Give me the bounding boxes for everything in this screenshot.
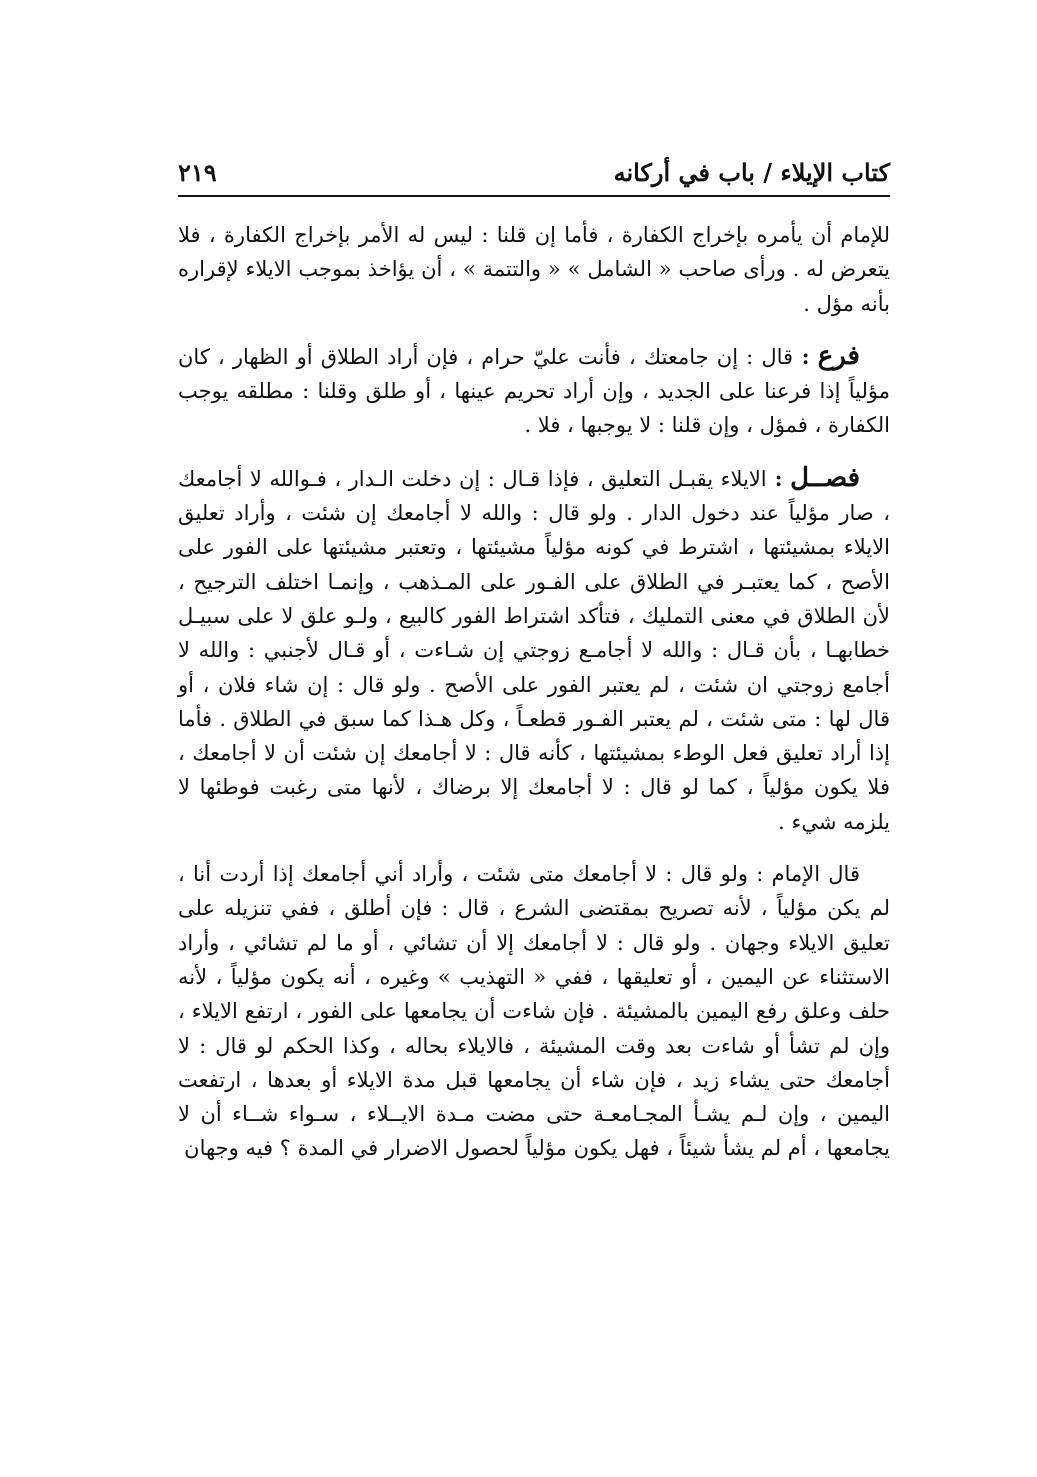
- lead-separator: :: [793, 343, 810, 369]
- paragraph-continuation: [178, 218, 890, 321]
- page-header: [178, 146, 890, 196]
- paragraph-text: قال : إن جامعتك ، فأنت عليّ حرام ، فإن أراد الطلاق أو الظهار ، كان مؤلياً إذا فرعنا على الجديد ، وإن أراد تحريم عينها ، أو طلق وقلنا : مطلقه يوجب الكفارة ، فمؤل ، وإن قلنا : لا يوجبها ، فلا .: [178, 344, 890, 438]
- page-body: [178, 218, 890, 1166]
- lead-separator: :: [766, 465, 783, 491]
- running-title: كتاب الإيلاء / باب في أركانه: [613, 158, 890, 187]
- paragraph-imam: [178, 857, 890, 1166]
- section-lead-far: فرع: [817, 340, 860, 371]
- paragraph-text: للإمام أن يأمره بإخراج الكفارة ، فأما إن قلنا : ليس له الأمر بإخراج الكفارة ، فلا يتعرض له . ورأى صاحب « الشامل » « والتتمة » ، أن يؤاخذ بموجب الايلاء لإقراره بأنه مؤل .: [178, 223, 890, 316]
- paragraph-far: [178, 339, 890, 443]
- paragraph-fasl: [178, 461, 890, 839]
- section-lead-fasl: فصــل: [790, 462, 860, 493]
- page-number: ٢١٩: [178, 158, 217, 187]
- paragraph-text: قال الإمام : ولو قال : لا أجامعك متى شئت ، وأراد أني أجامعك إذا أردت أنا ، لم يكن مؤلياً ، لأنه تصريح بمقتضى الشرع ، قال : فإن أطلق ، ففي تنزيله على تعليق الايلاء وجهان . ولو قال : لا أجامعك إلا أن تشائي ، أو ما لم تشائي ، وأراد الاستثناء عن اليمين ، أو تعليقها ، ففي « التهذيب » وغيره ، أنه يكون مؤلياً ، لأنه حلف وعلق رفع اليمين بالمشيئة . فإن شاءت أن يجامعها على الفور ، ارتفع الايلاء ، وإن لم تشأ أو شاءت بعد وقت المشيئة ، فالايلاء بحاله ، وكذا الحكم لو قال : لا أجامعك حتى يشاء زيد ، فإن شاء أن يجامعها قبل مدة الايلاء أو بعدها ، ارتفعت اليمين ، وإن لـم يشـأ المجـامعـة حتى مضت مـدة الايــلاء ، سـواء شــاء أن لا يجامعها ، أم لم يشأ شيئاً ، فهل يكون مؤلياً لحصول الاضرار في المدة ؟ فيه وجهان: [178, 862, 890, 1161]
- paragraph-text: الايلاء يقبـل التعليق ، فإذا قـال : إن دخلت الـدار ، فـوالله لا أجامعك ، صار مؤلياً عند دخول الدار . ولو قال : والله لا أجامعك إن شئت ، وأراد تعليق الايلاء بمشيئتها ، اشترط في كونه مؤلياً مشيئتها ، وتعتبر مشيئتها على الفور على الأصح ، كما يعتبـر في الطلاق على الفـور على المـذهب ، وإنمـا اختلف الترجيح ، لأن الطلاق في معنى التمليك ، فتأكد اشتراط الفور كالبيع ، ولـو علق لا على سبيـل خطابهـا ، بأن قـال : والله لا أجامـع زوجتي إن شـاءت ، أو قـال لأجنبي : والله لا أجامع زوجتي ان شئت ، لم يعتبر الفور على الأصح . ولو قال : إن شاء فلان ، أو قال لها : متى شئت ، لم يعتبر الفـور قطعـاً ، وكل هـذا كما سبق في الطلاق . فأما إذا أراد تعليق فعل الوطء بمشيئتها ، كأنه قال : لا أجامعك إن شئت أن لا أجامعك ، فلا يكون مؤلياً ، كما لو قال : لا أجامعك إلا برضاك ، لأنها متى رغبت فوطئها لا يلزمه شيء .: [178, 466, 890, 834]
- header-divider: [178, 195, 890, 197]
